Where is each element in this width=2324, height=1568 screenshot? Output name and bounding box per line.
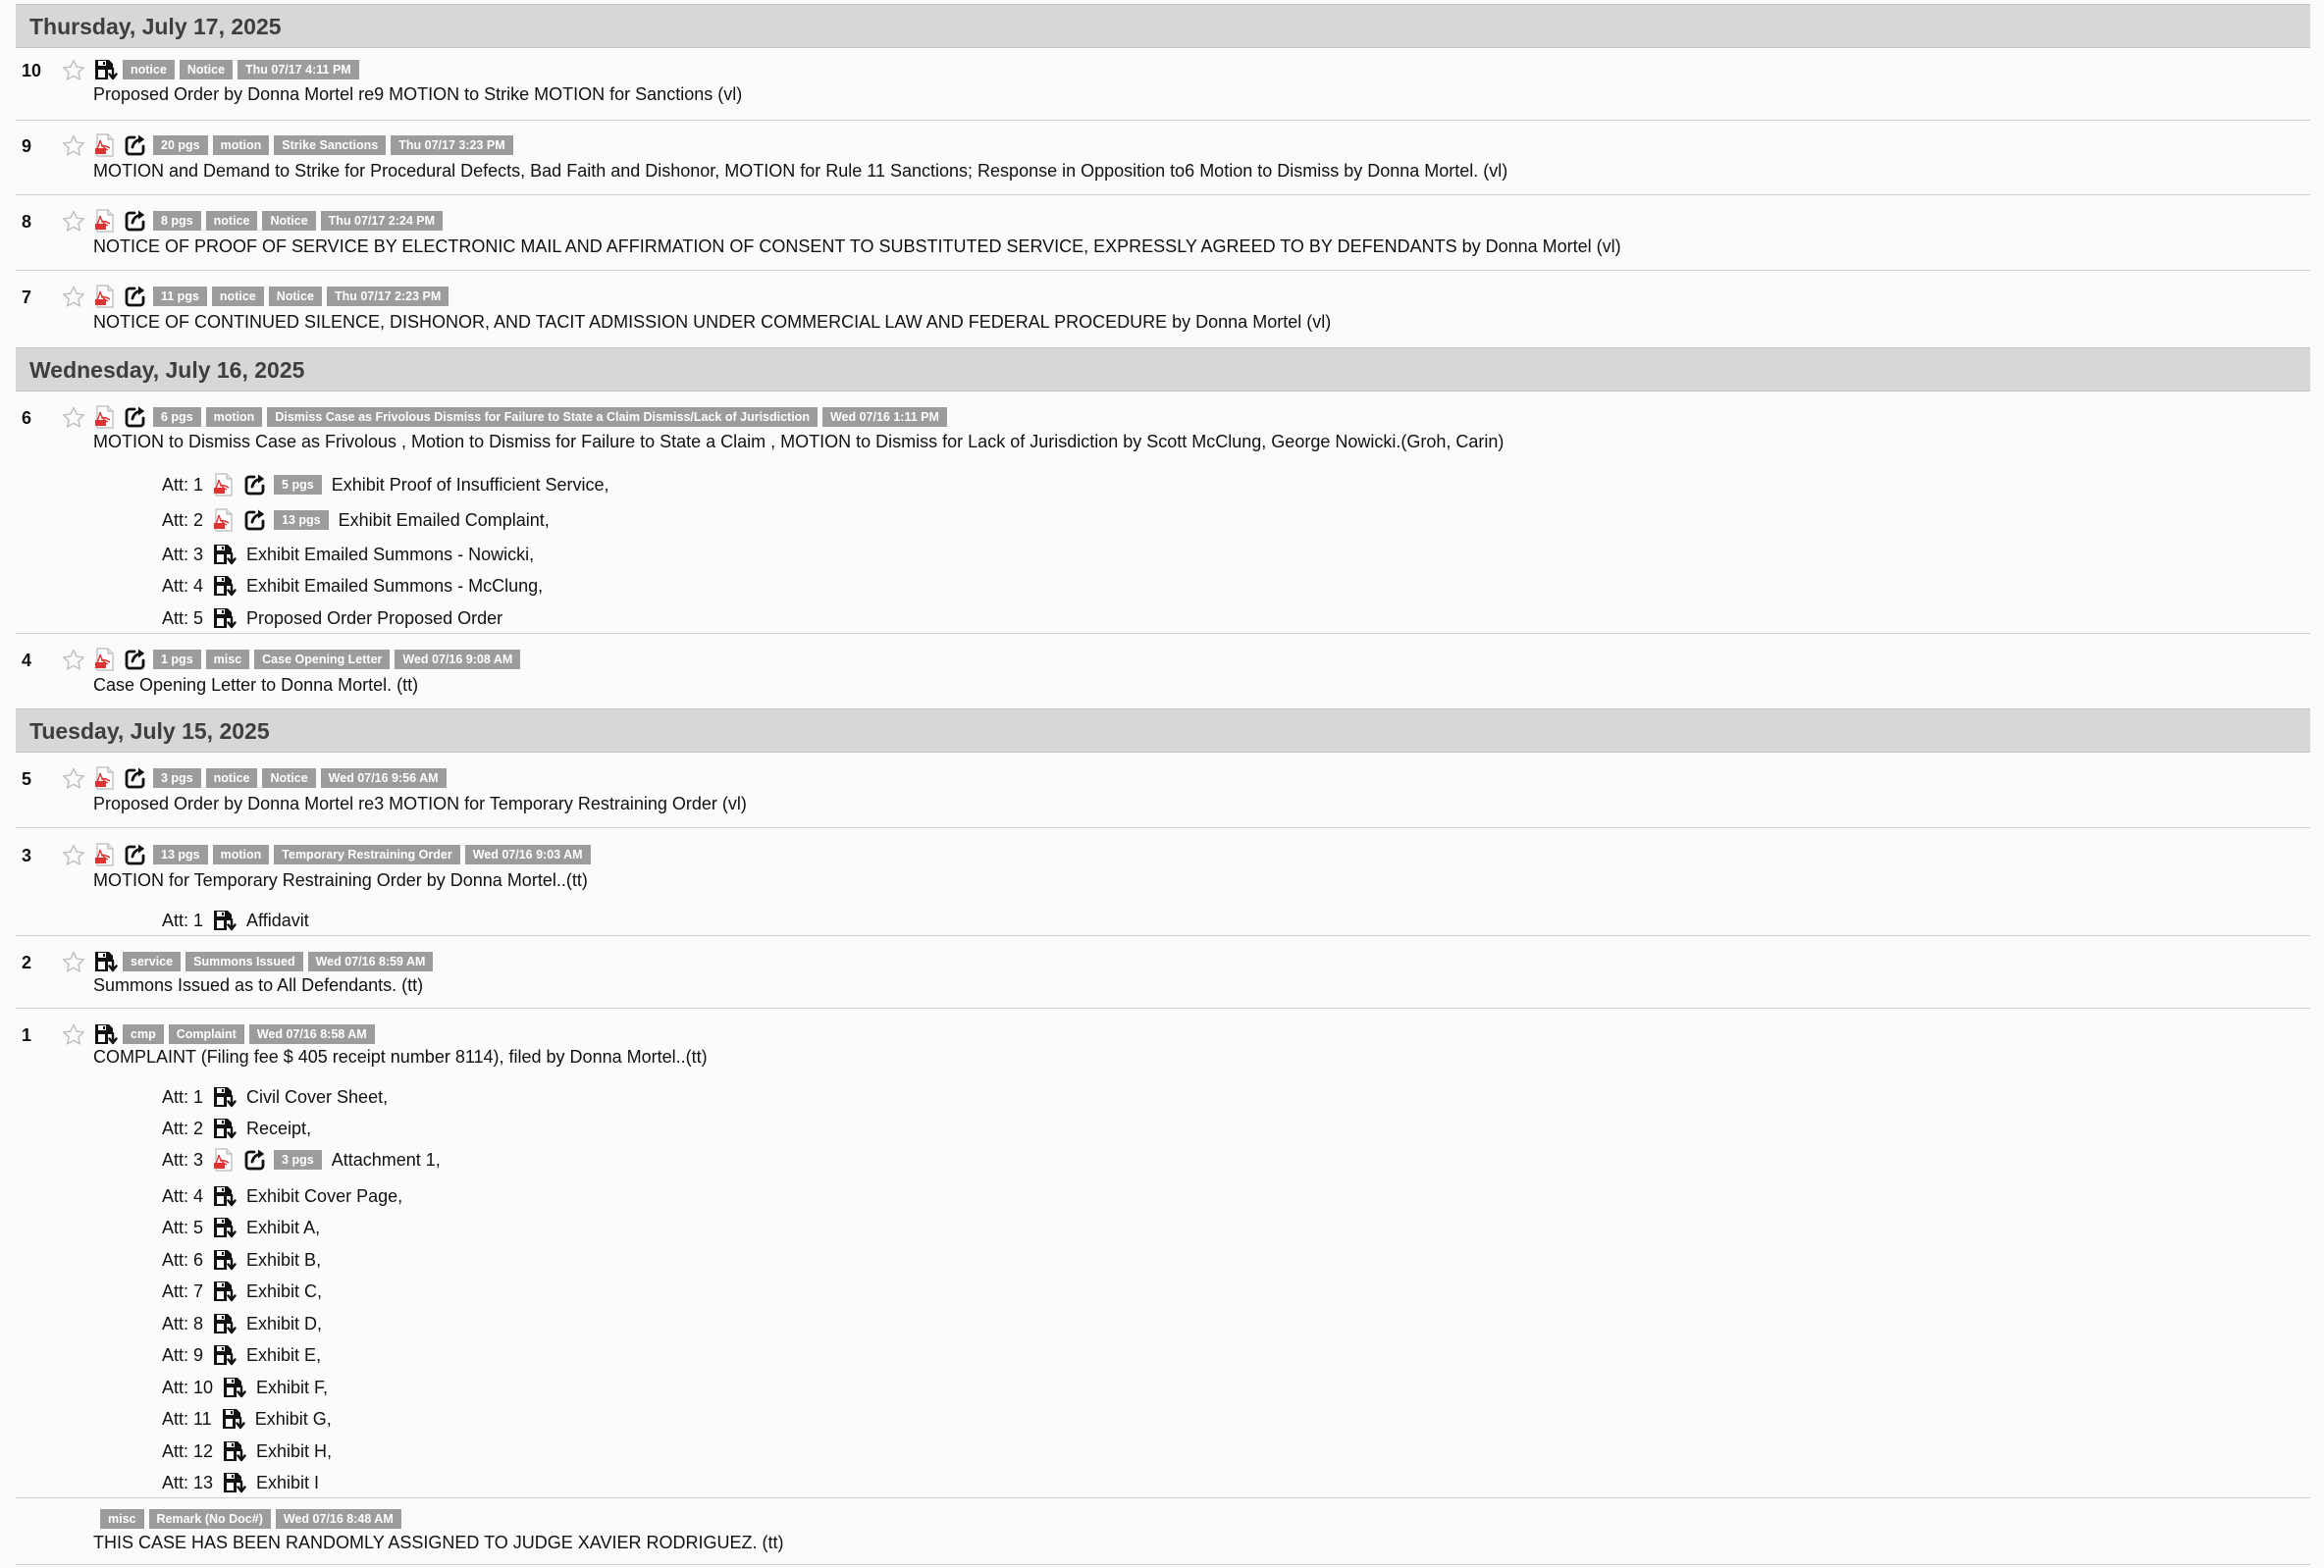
pdf-icon[interactable] [92,404,118,430]
tag-badge: Temporary Restraining Order [274,845,459,864]
download-disk-icon[interactable] [211,1084,237,1110]
day-header [16,708,2310,753]
attachment-label: Att: 2 [162,1118,204,1138]
attachment-title: Exhibit Emailed Summons - McClung, [246,575,544,596]
tag-badge: notice [123,60,175,79]
entry-description: Summons Issued as to All Defendants. (tt) [93,975,424,995]
attachment-title: Exhibit Emailed Summons - Nowicki, [246,544,535,564]
pdf-icon[interactable] [211,1147,237,1173]
open-external-icon[interactable] [123,284,148,309]
star-icon[interactable] [61,209,86,235]
page-count-badge: 6 pgs [153,407,201,427]
page-count-badge: 3 pgs [153,768,201,788]
attachment-row [162,1405,332,1433]
attachment-label: Att: 12 [162,1440,214,1461]
tag-badge: Wed 07/16 1:11 PM [822,407,947,427]
attachment-row [162,1083,388,1111]
attachment-label: Att: 4 [162,1185,204,1206]
attachment-label: Att: 8 [162,1313,204,1333]
download-disk-icon[interactable] [221,1470,246,1495]
page-count-badge: 3 pgs [274,1150,322,1170]
entry-toolbar [92,948,433,975]
attachment-label: Att: 9 [162,1344,204,1365]
entry-description: Case Opening Letter to Donna Mortel. (tt) [93,675,419,695]
attachment-label: Att: 3 [162,544,204,564]
entry-description: COMPLAINT (Filing fee $ 405 receipt number 8114), filed by Donna Mortel..(tt) [93,1047,708,1067]
download-disk-icon[interactable] [92,57,118,82]
star-icon[interactable] [61,405,86,431]
tag-badge: Wed 07/16 9:08 AM [395,650,520,669]
entry-number: 7 [22,287,32,307]
attachment-title: Exhibit G, [254,1408,332,1429]
entry-toolbar [100,1505,401,1533]
entry-number: 3 [22,846,32,865]
page-count-badge: 13 pgs [153,845,208,864]
download-disk-icon[interactable] [211,1183,237,1209]
attachment-title: Exhibit Emailed Complaint, [338,509,550,530]
entry-toolbar [92,131,513,159]
tag-badge: Thu 07/17 3:23 PM [391,135,512,155]
attachment-title: Exhibit Proof of Insufficient Service, [331,474,609,495]
entry-description: NOTICE OF PROOF OF SERVICE BY ELECTRONIC MAIL AND AFFIRMATION OF CONSENT TO SUBSTITUTED SERVICE, EXPRESSLY AGREED TO BY DEFENDANTS by Donna Mortel (vl) [93,236,1621,256]
attachment-label: Att: 5 [162,607,204,628]
attachment-title: Receipt, [246,1118,312,1138]
attachment-label: Att: 1 [162,910,204,930]
day-header [16,4,2310,48]
entry-divider [16,827,2310,828]
page-count-badge: 13 pgs [274,510,329,530]
entry-divider [16,633,2310,634]
entry-description: MOTION for Temporary Restraining Order by Donna Mortel..(tt) [93,870,588,890]
download-disk-icon[interactable] [221,1438,246,1464]
attachment-title: Exhibit B, [246,1249,322,1270]
page-count-badge: 11 pgs [153,287,207,306]
entry-toolbar [92,283,449,310]
star-icon[interactable] [61,1022,86,1048]
attachment-label: Att: 5 [162,1217,204,1237]
entry-toolbar [92,403,947,431]
star-icon[interactable] [61,843,86,868]
star-icon[interactable] [61,766,86,792]
tag-badge: Notice [262,211,315,231]
tag-badge: Case Opening Letter [254,650,390,669]
attachment-row [162,1341,321,1369]
attachment-title: Exhibit E, [246,1344,322,1365]
entry-divider [16,1497,2310,1498]
download-disk-icon[interactable] [211,1215,237,1240]
tag-badge: Wed 07/16 8:48 AM [276,1509,401,1529]
entry-number: 4 [22,651,32,670]
attachment-label: Att: 2 [162,509,204,530]
tag-badge: Remark (No Doc#) [149,1509,271,1529]
tag-badge: notice [206,768,258,788]
star-icon[interactable] [61,285,86,310]
attachment-row [162,907,309,934]
star-icon[interactable] [61,950,86,975]
entry-toolbar [92,56,359,83]
entry-toolbar [92,841,591,868]
attachment-title: Exhibit I [256,1472,320,1492]
tag-badge: Wed 07/16 8:58 AM [249,1024,375,1044]
open-external-icon[interactable] [123,208,148,234]
attachment-row [162,471,609,498]
star-icon[interactable] [61,648,86,673]
tag-badge: misc [206,650,250,669]
tag-badge: Wed 07/16 9:56 AM [321,768,447,788]
download-disk-icon[interactable] [220,1406,245,1432]
download-disk-icon[interactable] [211,908,237,933]
entry-divider [16,120,2310,121]
tag-badge: Complaint [169,1024,244,1044]
pdf-icon[interactable] [92,208,118,234]
download-disk-icon[interactable] [221,1375,246,1400]
entry-divider [16,270,2310,271]
attachment-title: Attachment 1, [331,1149,441,1170]
download-disk-icon[interactable] [211,605,237,631]
download-disk-icon[interactable] [211,1311,237,1336]
attachment-label: Att: 1 [162,474,204,495]
entry-number: 1 [22,1025,32,1045]
pdf-icon[interactable] [92,842,118,867]
attachment-row [162,541,534,568]
attachment-title: Exhibit C, [246,1281,323,1301]
open-external-icon[interactable] [123,842,148,867]
entry-number: 8 [22,212,32,232]
entry-description: MOTION and Demand to Strike for Procedural Defects, Bad Faith and Dishonor, MOTION for Rule 11 Sanctions; Response in Opposition to6 Motion to Dismiss by Donna Mortel. (vl) [93,161,1508,181]
download-disk-icon[interactable] [211,1279,237,1304]
pdf-icon[interactable] [211,507,237,533]
attachment-row [162,1278,322,1305]
attachment-label: Att: 7 [162,1281,204,1301]
attachment-title: Exhibit Cover Page, [246,1185,403,1206]
pdf-icon[interactable] [92,647,118,672]
attachment-row [162,1469,319,1496]
entry-description: Proposed Order by Donna Mortel re3 MOTION for Temporary Restraining Order (vl) [93,794,747,813]
attachment-title: Exhibit F, [256,1377,329,1397]
tag-badge: Notice [269,287,322,306]
page-count-badge: 5 pgs [274,475,322,495]
page-count-badge: 1 pgs [153,650,201,669]
attachment-label: Att: 3 [162,1149,204,1170]
entry-toolbar [92,646,520,673]
attachment-row [162,1310,322,1337]
open-external-icon[interactable] [242,507,268,533]
entry-toolbar [92,764,447,792]
tag-badge: service [123,952,181,971]
tag-badge: Summons Issued [185,952,303,971]
entry-divider [16,935,2310,936]
attachment-row [162,1437,332,1465]
day-header-label: Tuesday, July 15, 2025 [29,718,270,744]
tag-badge: misc [100,1509,144,1529]
attachment-label: Att: 6 [162,1249,204,1270]
tag-badge: Strike Sanctions [274,135,386,155]
download-disk-icon[interactable] [211,1116,237,1141]
attachment-title: Civil Cover Sheet, [246,1086,389,1107]
tag-badge: Thu 07/17 4:11 PM [238,60,359,79]
star-icon[interactable] [61,58,86,83]
tag-badge: Dismiss Case as Frivolous Dismiss for Failure to State a Claim Dismiss/Lack of Jurisdiction [267,407,818,427]
attachment-label: Att: 11 [162,1408,212,1429]
tag-badge: cmp [123,1024,164,1044]
tag-badge: motion [206,407,263,427]
entry-number: 2 [22,953,32,972]
open-external-icon[interactable] [123,132,148,158]
attachment-row [162,1182,402,1210]
pdf-icon[interactable] [92,132,118,158]
tag-badge: motion [213,135,270,155]
attachment-title: Exhibit H, [256,1440,333,1461]
entry-divider [16,194,2310,195]
download-disk-icon[interactable] [92,1021,118,1047]
tag-badge: Notice [180,60,233,79]
entry-number: 10 [22,61,42,80]
attachment-row [162,1374,328,1401]
tag-badge: motion [213,845,270,864]
attachment-row [162,506,550,534]
attachment-label: Att: 1 [162,1086,204,1107]
pdf-icon[interactable] [92,765,118,791]
open-external-icon[interactable] [123,765,148,791]
tag-badge: Notice [262,768,315,788]
entry-description: Proposed Order by Donna Mortel re9 MOTION to Strike MOTION for Sanctions (vl) [93,84,743,104]
attachment-label: Att: 4 [162,575,204,596]
entry-number: 5 [22,769,32,789]
tag-badge: Wed 07/16 9:03 AM [465,845,591,864]
entry-toolbar [92,1020,375,1048]
entry-divider [16,1564,2310,1565]
attachment-row [162,604,502,632]
attachment-row [162,1146,441,1174]
entry-description: MOTION to Dismiss Case as Frivolous , Motion to Dismiss for Failure to State a Claim , MOTION to Dismiss for Lack of Jurisdiction by Scott McClung, George Nowicki.(Groh, Carin) [93,432,1505,451]
attachment-title: Proposed Order Proposed Order [246,607,503,628]
attachment-row [162,1214,320,1241]
day-header [16,347,2310,392]
attachment-title: Affidavit [246,910,309,930]
attachment-title: Exhibit A, [246,1217,321,1237]
entry-number: 9 [22,136,32,156]
open-external-icon[interactable] [123,647,148,672]
tag-badge: notice [206,211,258,231]
entry-toolbar [92,207,443,235]
tag-badge: Wed 07/16 8:59 AM [308,952,434,971]
tag-badge: Thu 07/17 2:24 PM [321,211,443,231]
tag-badge: Thu 07/17 2:23 PM [327,287,449,306]
open-external-icon[interactable] [242,472,268,497]
entry-number: 6 [22,408,32,428]
attachment-row [162,572,543,600]
entry-description: THIS CASE HAS BEEN RANDOMLY ASSIGNED TO JUDGE XAVIER RODRIGUEZ. (tt) [93,1533,784,1552]
download-disk-icon[interactable] [211,542,237,567]
day-header-label: Wednesday, July 16, 2025 [29,357,305,383]
entry-divider [16,1008,2310,1009]
attachment-row [162,1115,311,1142]
page-count-badge: 8 pgs [153,211,201,231]
entry-description: NOTICE OF CONTINUED SILENCE, DISHONOR, AND TACIT ADMISSION UNDER COMMERCIAL LAW AND FEDERAL PROCEDURE by Donna Mortel (vl) [93,312,1332,332]
download-disk-icon[interactable] [211,1247,237,1273]
page-count-badge: 20 pgs [153,135,208,155]
tag-badge: notice [212,287,264,306]
attachment-title: Exhibit D, [246,1313,323,1333]
attachment-label: Att: 13 [162,1472,214,1492]
download-disk-icon[interactable] [211,1342,237,1368]
day-header-label: Thursday, July 17, 2025 [29,14,282,39]
attachment-label: Att: 10 [162,1377,214,1397]
download-disk-icon[interactable] [92,949,118,974]
attachment-row [162,1246,321,1274]
open-external-icon[interactable] [123,404,148,430]
pdf-icon[interactable] [211,472,237,497]
star-icon[interactable] [61,133,86,159]
open-external-icon[interactable] [242,1147,268,1173]
download-disk-icon[interactable] [211,573,237,599]
pdf-icon[interactable] [92,284,118,309]
